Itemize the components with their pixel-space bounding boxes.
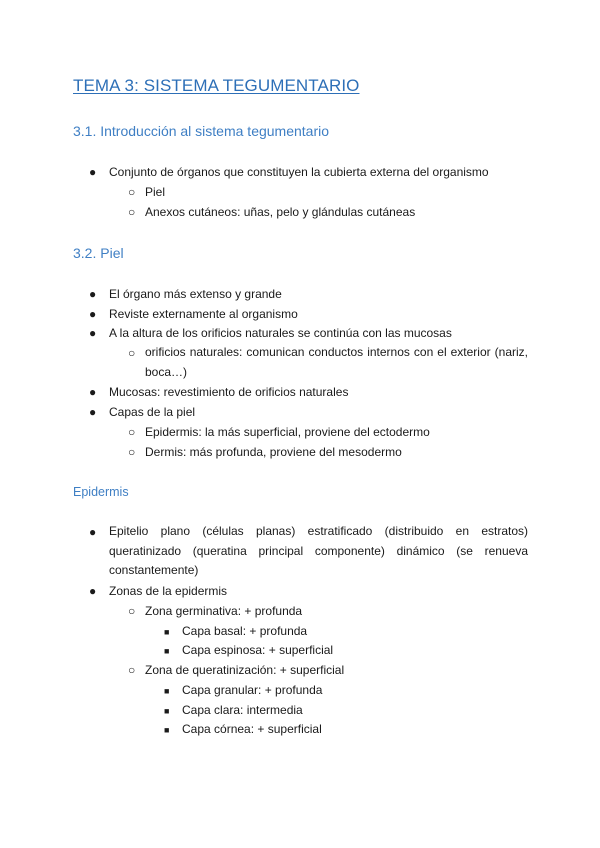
bullet-icon (128, 204, 135, 220)
bullet-icon (128, 345, 135, 361)
bullet-icon (164, 703, 169, 719)
bullet-icon (164, 643, 169, 659)
bullet-icon (128, 444, 135, 460)
subsection-heading-epidermis: Epidermis (73, 485, 129, 499)
bullet-icon (89, 164, 96, 180)
list-item: Zonas de la epidermis (109, 584, 228, 598)
bullet-icon (164, 683, 169, 699)
bullet-icon (128, 662, 135, 678)
list-item: Capa basal: + profunda (182, 624, 308, 638)
bullet-icon (89, 404, 96, 420)
list-item: Anexos cutáneos: uñas, pelo y glándulas cutáneas (145, 205, 416, 219)
list-item: orificios naturales: comunican conductos internos con el exterior (nariz, boca…) (145, 345, 528, 379)
list-item: A la altura de los orificios naturales se continúa con las mucosas (109, 326, 452, 340)
list-item: Conjunto de órganos que constituyen la cubierta externa del organismo (109, 165, 489, 179)
bullet-icon (89, 286, 96, 302)
list-item: Epidermis: la más superficial, proviene del ectodermo (145, 425, 430, 439)
bullet-icon (89, 524, 96, 540)
list-item: Epitelio plano (células planas) estratificado (distribuido en estratos) queratinizado (queratina principal componente) dinámico (se renueva constantemente) (109, 524, 528, 577)
bullet-icon (89, 325, 96, 341)
list-item: Dermis: más profunda, proviene del mesodermo (145, 445, 402, 459)
bullet-icon (128, 184, 135, 200)
bullet-icon (164, 624, 169, 640)
list-item: Capa granular: + profunda (182, 683, 323, 697)
list-item: Reviste externamente al organismo (109, 307, 298, 321)
document-title: TEMA 3: SISTEMA TEGUMENTARIO (73, 76, 360, 95)
list-item: Capa clara: intermedia (182, 703, 303, 717)
section-heading-intro: 3.1. Introducción al sistema tegumentario (73, 123, 330, 139)
list-item: Zona germinativa: + profunda (145, 604, 303, 618)
bullet-icon (89, 384, 96, 400)
bullet-icon (89, 583, 96, 599)
section-heading-piel: 3.2. Piel (73, 245, 124, 261)
bullet-icon (128, 603, 135, 619)
list-item: Piel (145, 185, 166, 199)
bullet-icon (89, 306, 96, 322)
list-item: Capas de la piel (109, 405, 196, 419)
list-item: Capa espinosa: + superficial (182, 643, 334, 657)
list-item: Zona de queratinización: + superficial (145, 663, 345, 677)
list-item: Mucosas: revestimiento de orificios naturales (109, 385, 349, 399)
bullet-icon (128, 424, 135, 440)
list-item: Capa córnea: + superficial (182, 722, 322, 736)
list-item: El órgano más extenso y grande (109, 287, 282, 301)
bullet-icon (164, 722, 169, 738)
